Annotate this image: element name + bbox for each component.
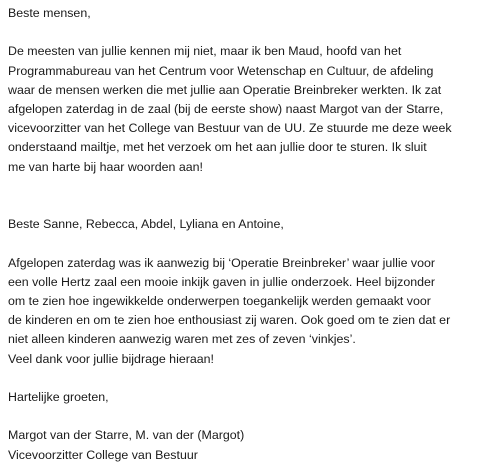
spacer <box>8 23 496 42</box>
forwarded-greeting: Beste Sanne, Rebecca, Abdel, Lyliana en Antoine, <box>8 217 284 232</box>
intro-line: De meesten van jullie kennen mij niet, maar ik ben Maud, hoofd van het <box>8 44 402 59</box>
email-document <box>8 4 496 465</box>
intro-line: onderstaand mailtje, met het verzoek om het aan jullie door te sturen. Ik sluit <box>8 140 427 155</box>
intro-line: afgelopen zaterdag in de zaal (bij de eerste show) naast Margot van der Starre, <box>8 102 444 116</box>
greeting: Beste mensen, <box>8 6 91 20</box>
spacer <box>8 369 496 388</box>
body-line: een volle Hertz zaal een mooie inkijk gaven in jullie onderzoek. Heel bijzonder <box>8 274 436 289</box>
closing: Hartelijke groeten, <box>8 390 109 404</box>
body-line: Afgelopen zaterdag was ik aanwezig bij ‘Operatie Breinbreker’ waar jullie voor <box>8 255 436 270</box>
signature <box>8 426 496 464</box>
body-line: Veel dank voor jullie bijdrage hieraan! <box>8 351 214 366</box>
body-line: de kinderen en om te zien hoe enthousiast zij waren. Ook goed om te zien dat er <box>8 313 451 328</box>
forwarded-body <box>8 254 496 369</box>
signature-title: Vicevoorzitter College van Bestuur <box>8 447 198 462</box>
signature-name: Margot van der Starre, M. van der (Margot) <box>8 428 245 443</box>
intro-line: waar de mensen werken die met jullie aan Operatie Breinbreker werkten. Ik zat <box>8 82 442 97</box>
spacer <box>8 234 496 253</box>
intro-paragraph <box>8 42 496 176</box>
spacer <box>8 407 496 426</box>
spacer <box>8 177 496 215</box>
body-line: om te zien hoe ingewikkelde onderwerpen toegankelijk werden gemaakt voor <box>8 294 431 308</box>
intro-line: Programmabureau van het Centrum voor Wetenschap en Cultuur, de afdeling <box>8 63 434 78</box>
intro-line: vicevoorzitter van het College van Bestuur van de UU. Ze stuurde me deze week <box>8 121 452 136</box>
body-line: niet alleen kinderen aanwezig waren met zes of zeven ‘vinkjes’. <box>8 332 356 347</box>
intro-line: me van harte bij haar woorden aan! <box>8 159 203 174</box>
